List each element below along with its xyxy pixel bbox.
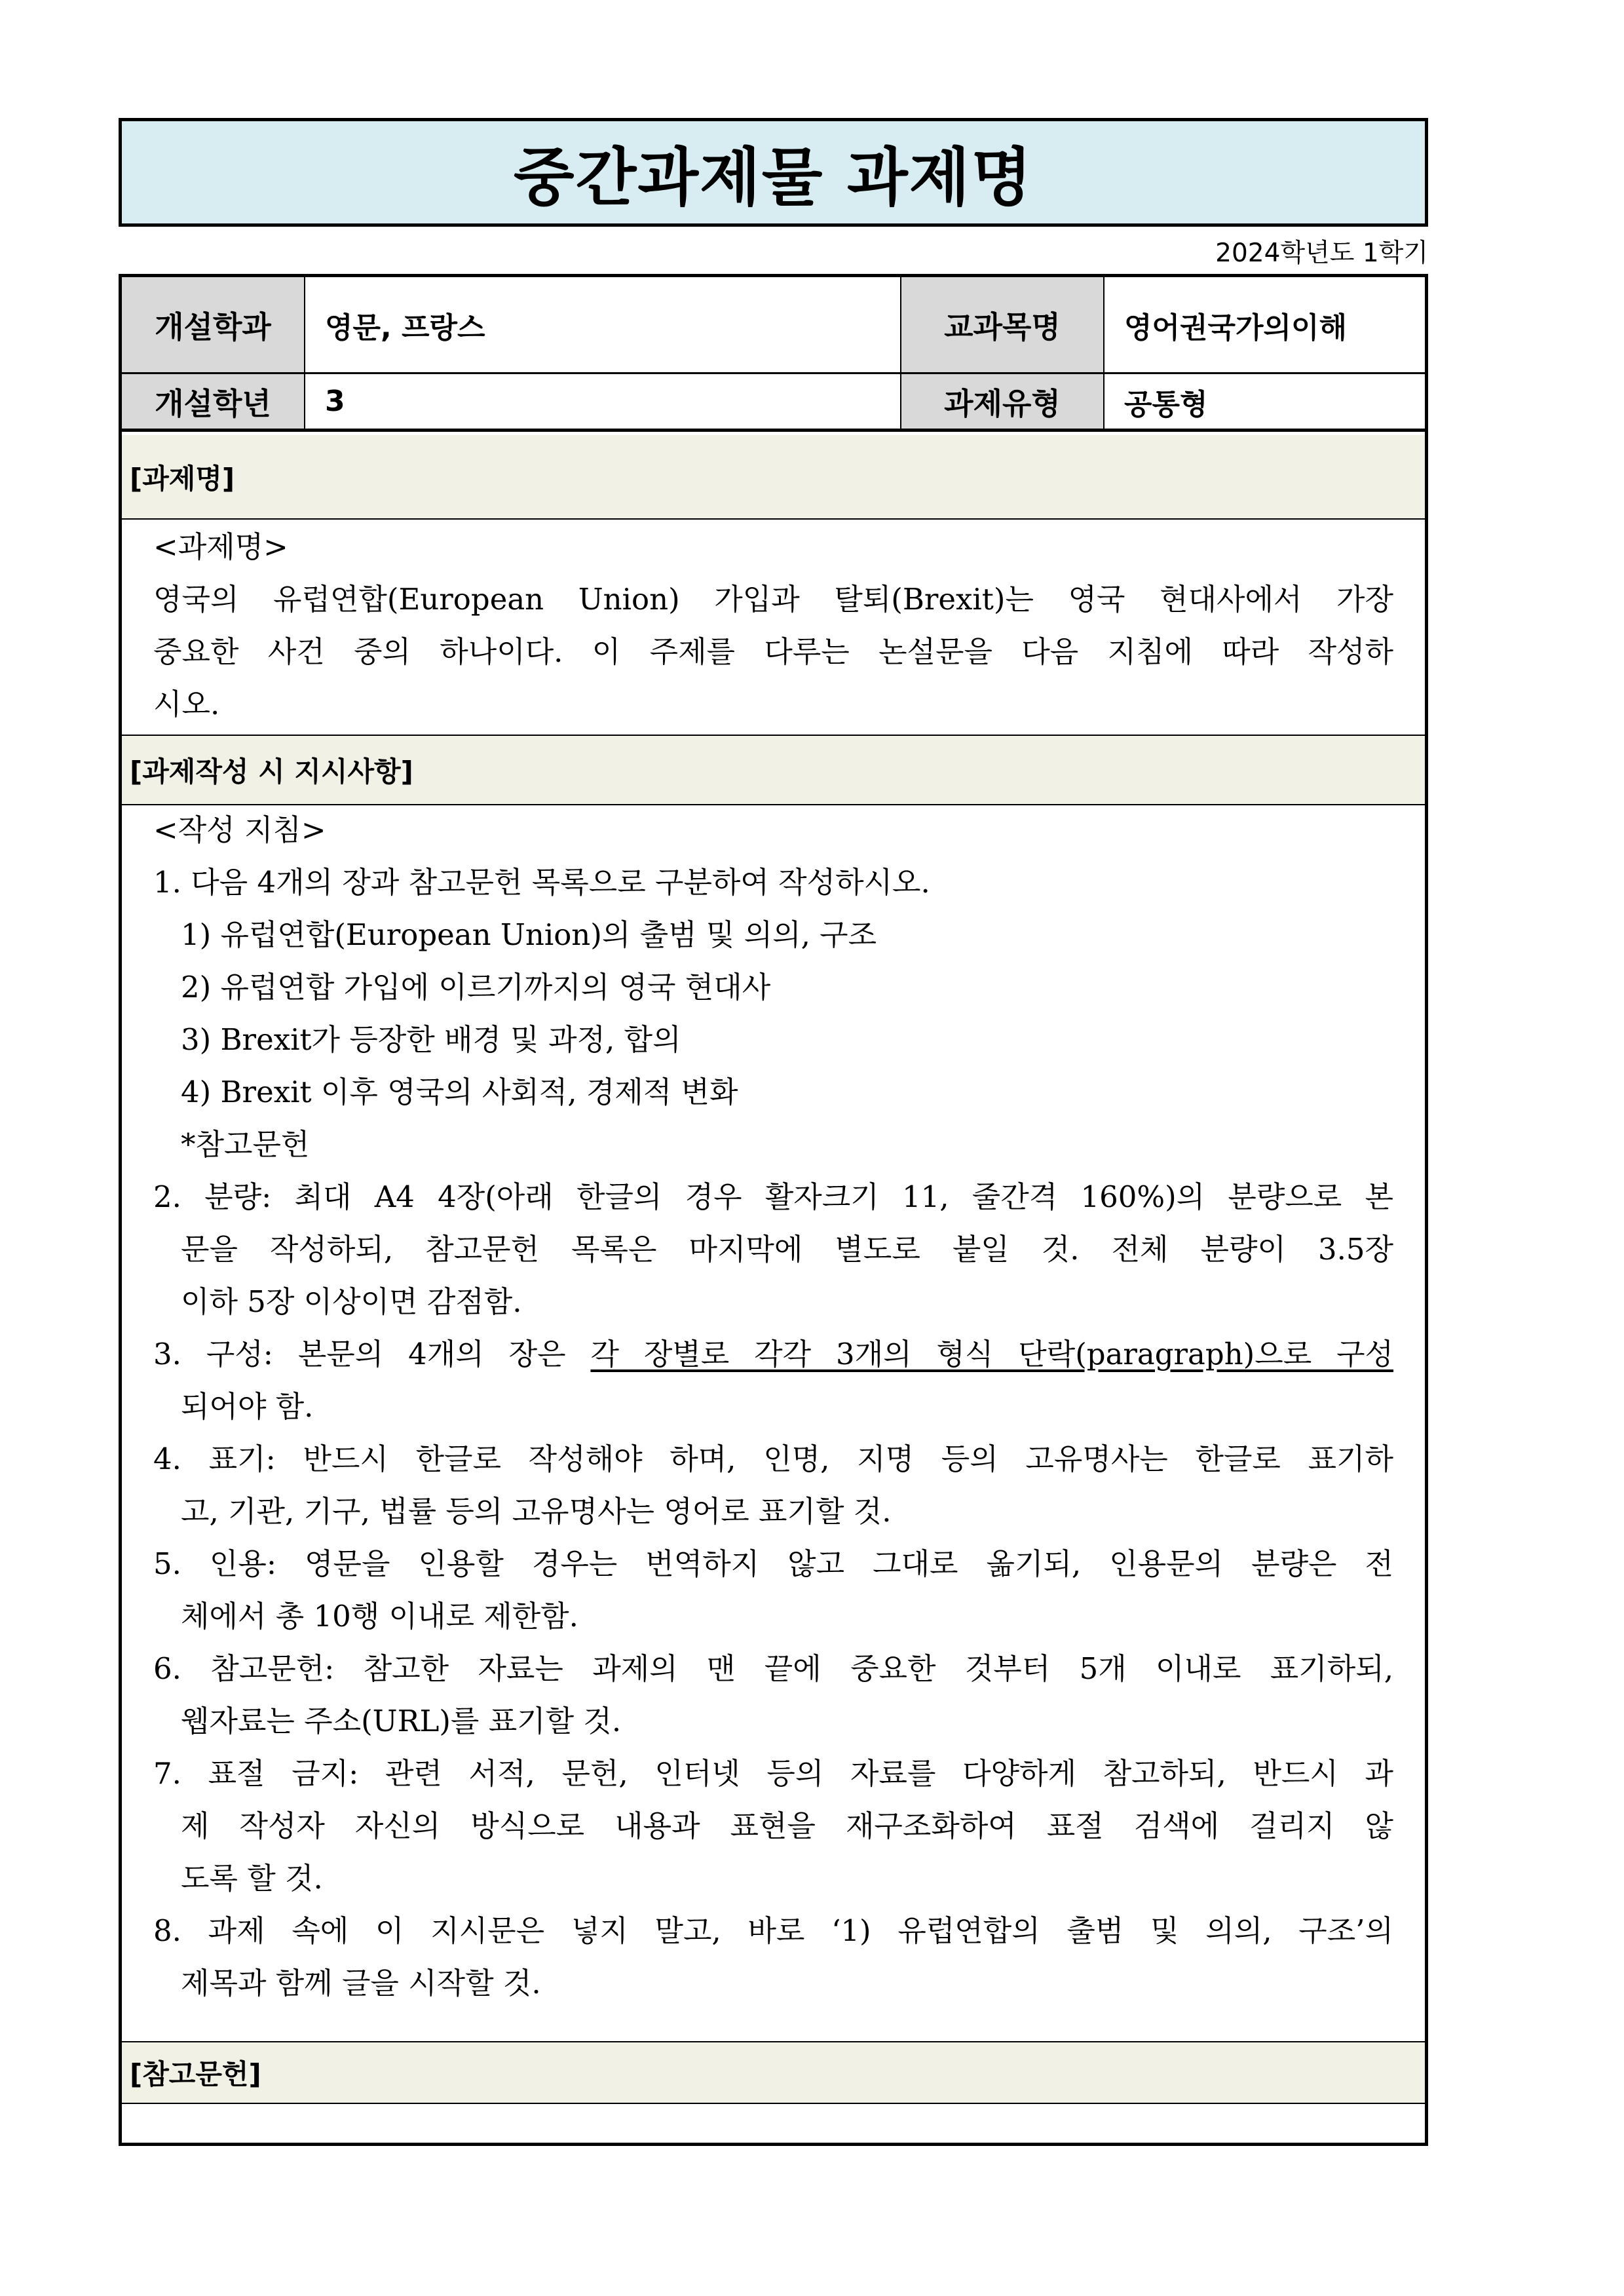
instruction-item-7-line-3: 도록 할 것. — [181, 1861, 323, 1896]
chapter-item-1: 1) 유럽연합(European Union)의 출범 및 의의, 구조 — [181, 917, 877, 952]
info-row-2 — [122, 374, 1425, 432]
section-header-title: [과제명] — [122, 435, 1425, 520]
chapter-item-3: 3) Brexit가 등장한 배경 및 과정, 합의 — [181, 1022, 681, 1057]
instruction-item-3-underlined: 각 장별로 각각 3개의 형식 단락(paragraph)으로 구성 — [590, 1337, 1394, 1371]
page-title: 중간과제물 과제명 — [513, 140, 1034, 214]
title-line-3: 시오. — [153, 687, 220, 721]
instruction-item-7-line-1: 7. 표절 금지: 관련 서적, 문헌, 인터넷 등의 자료를 다양하게 참고하되, 반드시 과 — [153, 1756, 1393, 1791]
chapter-item-4: 4) Brexit 이후 영국의 사회적, 경제적 변화 — [181, 1075, 738, 1109]
instruction-item-3-line-2: 되어야 함. — [181, 1389, 314, 1424]
instruction-item-7-line-2: 제 작성자 자신의 방식으로 내용과 표현을 재구조화하여 표절 검색에 걸리지 않 — [181, 1808, 1393, 1843]
type-value: 공통형 — [1124, 387, 1208, 421]
instruction-item-4-line-1: 4. 표기: 반드시 한글로 작성해야 하며, 인명, 지명 등의 고유명사는 한글로 표기하 — [153, 1442, 1393, 1476]
instruction-item-6-line-2: 웹자료는 주소(URL)를 표기할 것. — [181, 1704, 622, 1738]
instructions-subheading: <작성 지침> — [153, 813, 326, 847]
dept-value: 영문, 프랑스 — [305, 277, 901, 372]
section-header-references: [참고문헌] — [122, 2042, 1425, 2104]
assignment-table — [119, 274, 1428, 2146]
section-header-instructions: [과제작성 시 지시사항] — [122, 736, 1425, 805]
instruction-item-2-line-3: 이하 5장 이상이면 감점함. — [181, 1284, 522, 1319]
title-paragraph — [153, 521, 1393, 731]
chapter-item-refs: *참고문헌 — [181, 1127, 310, 1162]
instruction-item-4-line-2: 고, 기관, 기구, 법률 등의 고유명사는 영어로 표기할 것. — [181, 1494, 892, 1529]
instruction-item-2-line-1: 2. 분량: 최대 A4 4장(아래 한글의 경우 활자크기 11, 줄간격 160%)의 분량으로 본 — [153, 1179, 1393, 1214]
instruction-item-3-text: 3. 구성: 본문의 4개의 장은 — [153, 1337, 591, 1371]
year-label: 개설학년 — [122, 374, 305, 429]
instruction-item-8-line-1: 8. 과제 속에 이 지시문은 넣지 말고, 바로 ‘1) 유럽연합의 출범 및 의의, 구조’의 — [153, 1913, 1393, 1948]
chapter-item-2: 2) 유럽연합 가입에 이르기까지의 영국 현대사 — [181, 970, 771, 1004]
title-box — [119, 118, 1428, 227]
instruction-item-3-line-1 — [153, 1328, 1393, 1381]
section-body-references — [122, 2104, 1425, 2143]
section-body-instructions — [122, 805, 1425, 2042]
instructions-paragraph — [153, 804, 1393, 2010]
instruction-item-5-line-1: 5. 인용: 영문을 인용할 경우는 번역하지 않고 그대로 옮기되, 인용문의 분량은 전 — [153, 1546, 1393, 1581]
instruction-item-6-line-1: 6. 참고문헌: 참고한 자료는 과제의 맨 끝에 중요한 것부터 5개 이내로 표기하되, — [153, 1651, 1393, 1686]
type-label: 과제유형 — [901, 374, 1105, 429]
info-row-1 — [122, 277, 1425, 374]
section-body-title — [122, 520, 1425, 736]
title-subheading: <과제명> — [153, 529, 288, 564]
instruction-item-5-line-2: 체에서 총 10행 이내로 제한함. — [181, 1599, 578, 1634]
year-value: 3 — [305, 374, 901, 429]
course-value: 영어권국가의이해 — [1124, 311, 1348, 345]
course-label: 교과목명 — [901, 277, 1105, 372]
instruction-item-8-line-2: 제목과 함께 글을 시작할 것. — [181, 1966, 541, 2000]
dept-label: 개설학과 — [122, 277, 305, 372]
title-line-2: 중요한 사건 중의 하나이다. 이 주제를 다루는 논설문을 다음 지침에 따라 작성하 — [153, 634, 1393, 669]
title-line-1: 영국의 유럽연합(European Union) 가입과 탈퇴(Brexit)는 영국 현대사에서 가장 — [153, 582, 1393, 617]
instruction-item-2-line-2: 문을 작성하되, 참고문헌 목록은 마지막에 별도로 붙일 것. 전체 분량이 3.5장 — [181, 1232, 1393, 1267]
semester-label: 2024학년도 1학기 — [1215, 239, 1428, 268]
instruction-item-1: 1. 다음 4개의 장과 참고문헌 목록으로 구분하여 작성하시오. — [153, 865, 930, 900]
